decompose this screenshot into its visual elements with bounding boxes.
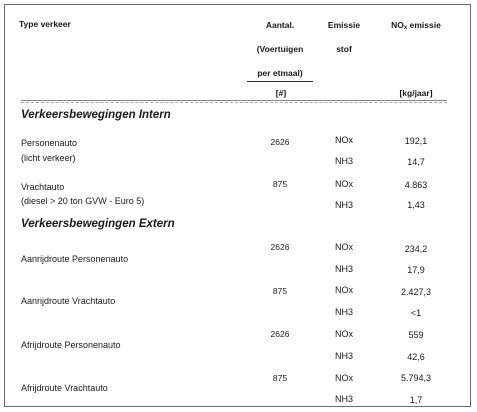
header-divider xyxy=(21,100,447,101)
header-nox-suffix: emissie xyxy=(407,20,441,30)
section-title-intern: Verkeersbewegingen Intern xyxy=(21,109,171,121)
section-title-extern: Verkeersbewegingen Extern xyxy=(21,218,175,230)
row-stof: NOx xyxy=(335,179,353,189)
row-value: <1 xyxy=(410,308,422,318)
row-aantal: 2626 xyxy=(270,137,290,147)
row-value: 4.863 xyxy=(404,180,428,190)
row-aantal: 875 xyxy=(272,373,288,383)
row-stof: NOx xyxy=(335,329,353,339)
header-aantal-line1: Aantal. xyxy=(265,20,295,30)
row-value: 559 xyxy=(408,330,424,340)
row-label: Afrijdroute Vrachtauto xyxy=(21,383,108,393)
header-nox-emissie xyxy=(380,21,452,30)
row-stof: NH3 xyxy=(334,156,353,166)
row-value: 1,7 xyxy=(409,395,423,405)
row-stof: NH3 xyxy=(334,200,353,210)
row-label-sub: (diesel > 20 ton GVW - Euro 5) xyxy=(21,196,145,206)
row-value: 1,43 xyxy=(407,200,425,210)
row-value: 192,1 xyxy=(404,136,428,146)
row-stof: NH3 xyxy=(334,351,353,361)
row-stof: NOx xyxy=(335,285,353,295)
unit-aantal: [#] xyxy=(275,88,287,98)
row-stof: NOx xyxy=(335,373,353,383)
row-label: Vrachtauto xyxy=(21,182,65,192)
row-aantal: 2626 xyxy=(270,242,290,252)
row-label: Aanrijdroute Vrachtauto xyxy=(21,296,116,306)
row-stof: NOx xyxy=(335,242,353,252)
row-stof: NH3 xyxy=(334,307,353,317)
header-nox-sub: x xyxy=(403,25,408,31)
row-value: 14,7 xyxy=(407,157,425,167)
row-label: Afrijdroute Personenauto xyxy=(21,340,121,350)
row-value: 234,2 xyxy=(404,244,428,254)
row-value: 17,9 xyxy=(407,265,425,275)
header-divider-dashed xyxy=(21,102,447,103)
row-stof: NH3 xyxy=(334,264,353,274)
row-aantal: 2626 xyxy=(270,329,290,339)
header-aantal-line3: per etmaal) xyxy=(257,68,303,78)
header-type-verkeer: Type verkeer xyxy=(19,19,71,29)
row-label: Aanrijdroute Personenauto xyxy=(21,254,129,264)
row-value: 5.794,3 xyxy=(400,373,432,383)
header-emissie-line1: Emissie xyxy=(327,20,361,30)
header-aantal-line2: (Voertuigen xyxy=(256,44,304,54)
row-aantal: 875 xyxy=(272,286,288,296)
row-stof: NOx xyxy=(335,135,353,145)
row-aantal: 875 xyxy=(272,179,288,189)
header-emissie-line2: stof xyxy=(336,44,352,54)
header-nox-prefix: NO xyxy=(391,20,404,30)
row-label-sub: (licht verkeer) xyxy=(21,153,76,163)
unit-emissie: [kg/jaar] xyxy=(399,88,433,98)
aantal-underline xyxy=(247,81,313,82)
row-value: 2.427,3 xyxy=(400,287,432,297)
row-stof: NH3 xyxy=(334,394,353,404)
row-value: 42,6 xyxy=(407,352,425,362)
row-label: Personenauto xyxy=(21,138,78,148)
